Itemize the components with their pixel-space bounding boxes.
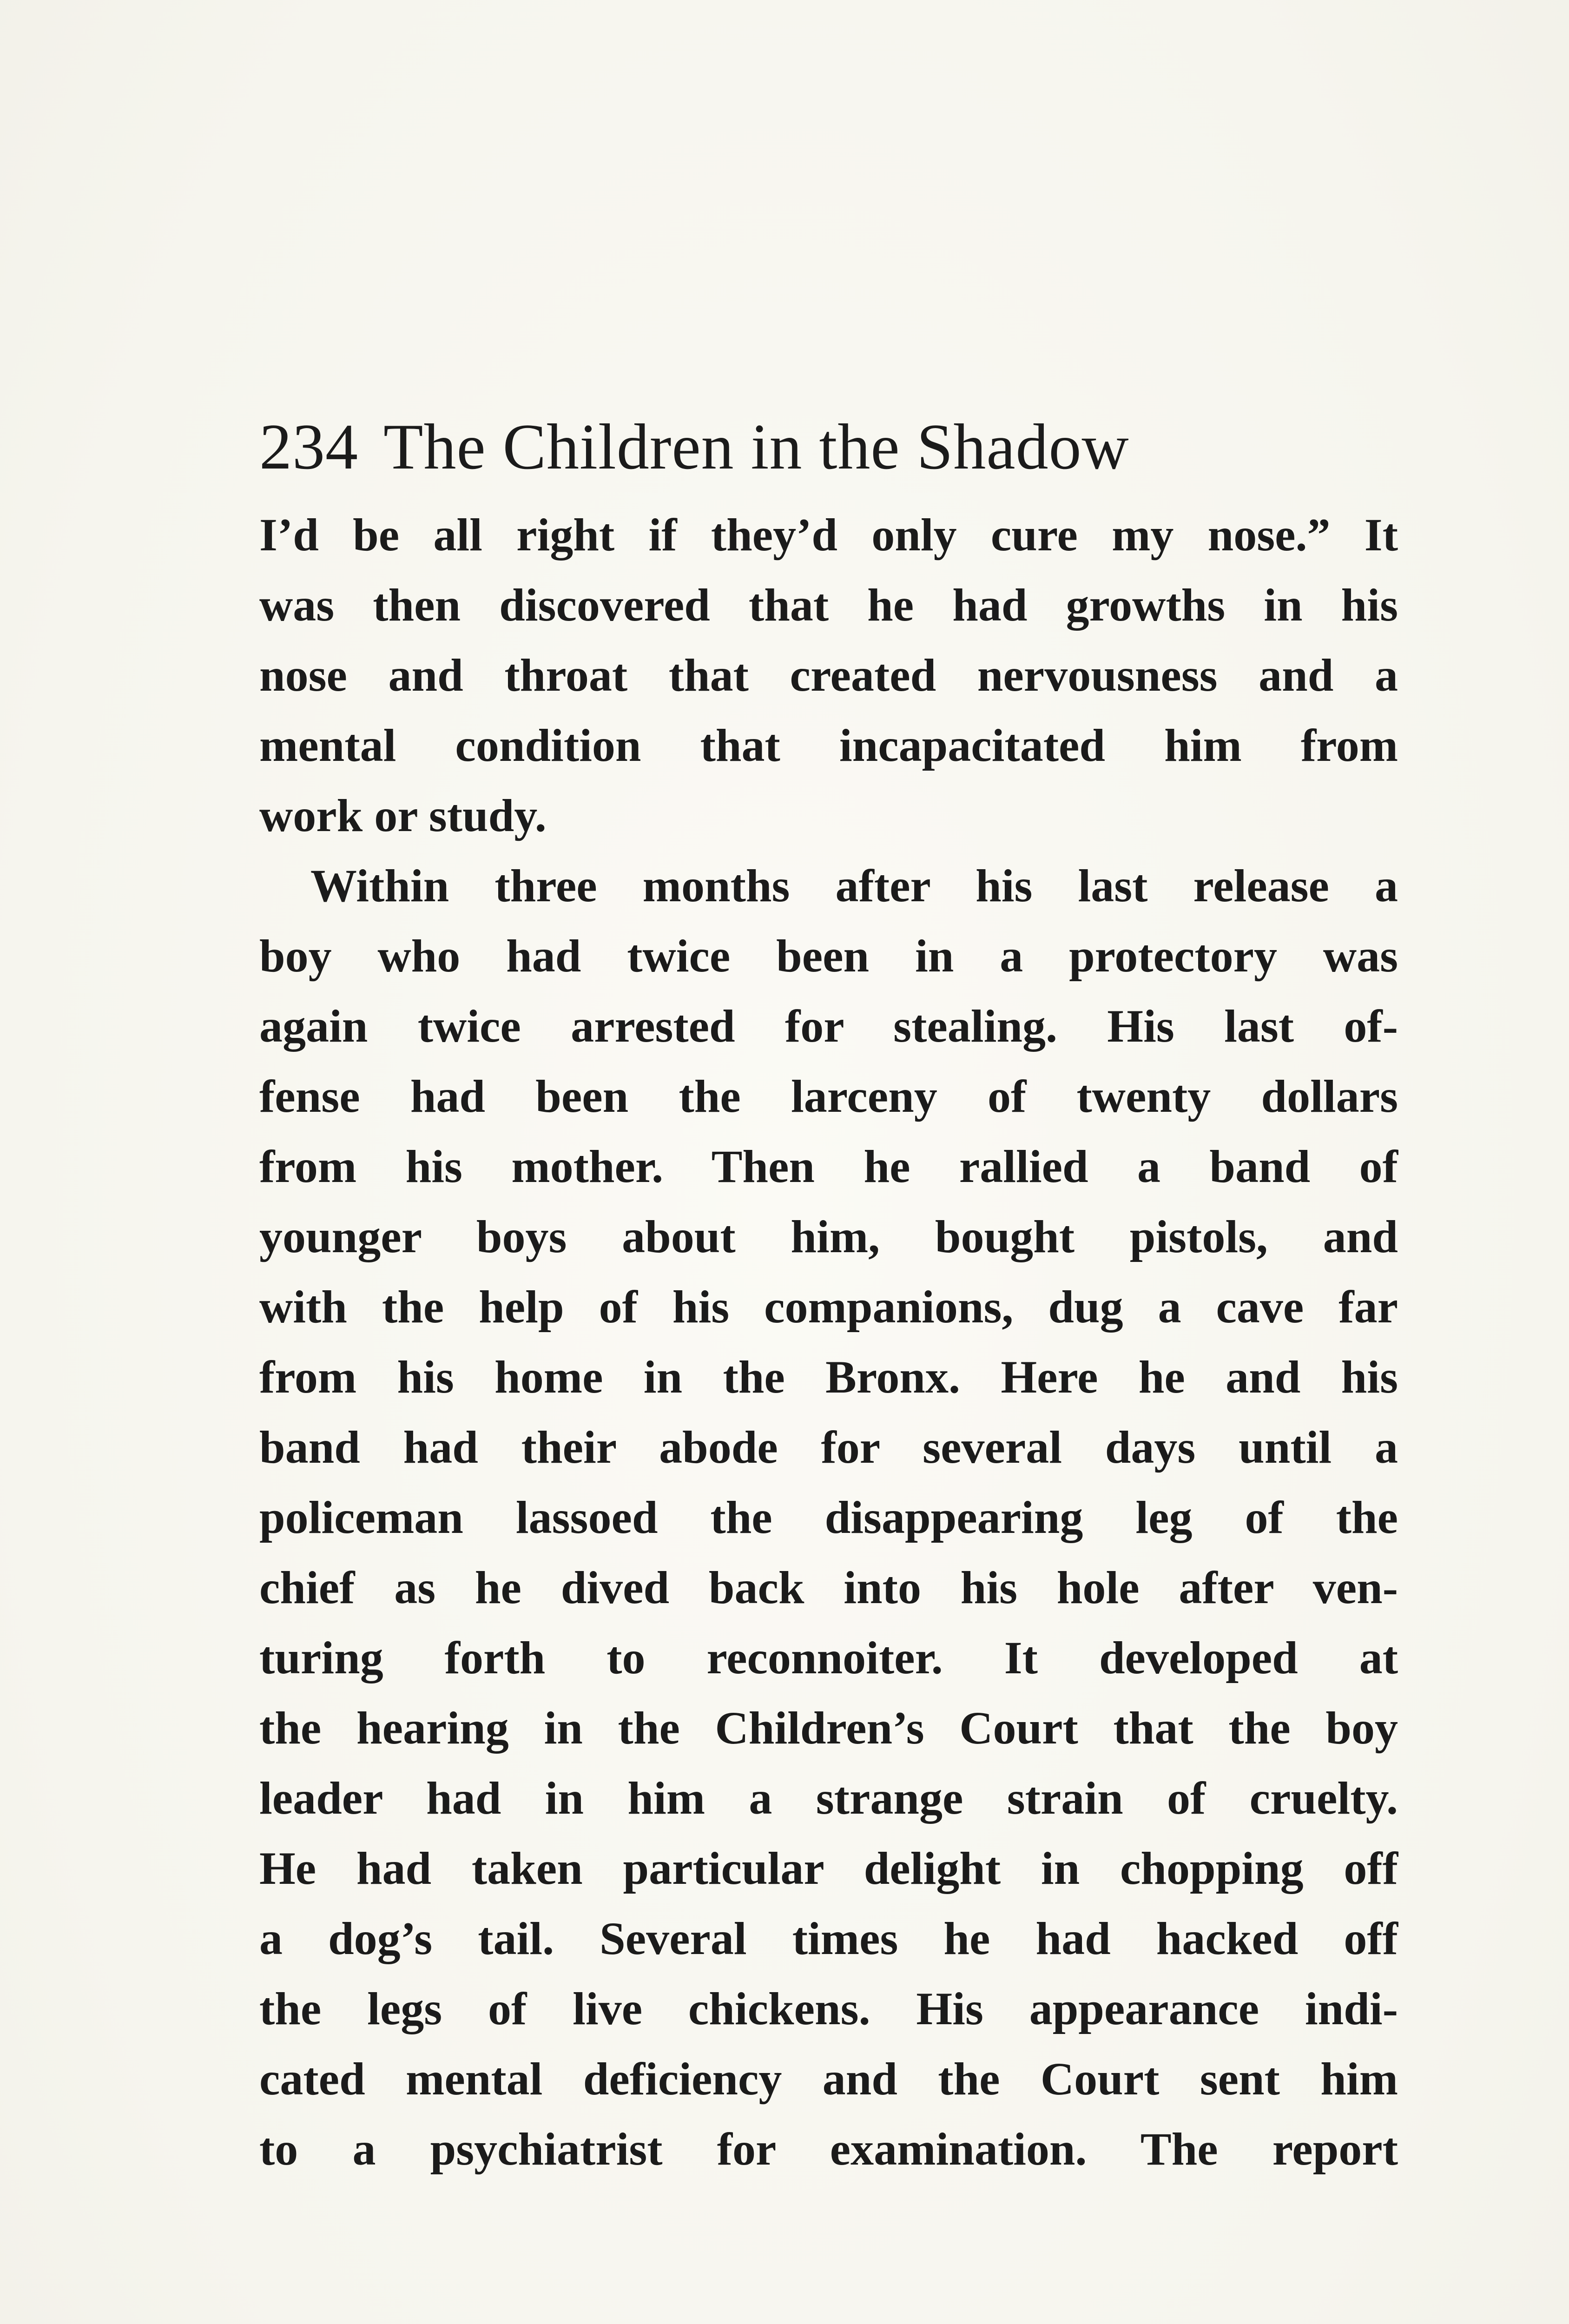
text-line: I’d be all right if they’d only cure my nose.” It bbox=[259, 509, 1398, 561]
page-number: 234 bbox=[259, 411, 358, 483]
text-line: the legs of live chickens. His appearance indi- bbox=[259, 1983, 1398, 2034]
text-line: younger boys about him, bought pistols, and bbox=[259, 1211, 1398, 1262]
body-text bbox=[259, 500, 1398, 2184]
text-line: from his home in the Bronx. Here he and his bbox=[259, 1351, 1398, 1403]
text-line: again twice arrested for stealing. His last of- bbox=[259, 1000, 1398, 1052]
text-line: boy who had twice been in a protectory was bbox=[259, 930, 1398, 982]
running-head bbox=[259, 401, 1393, 494]
text-line: the hearing in the Children’s Court that the boy bbox=[259, 1702, 1398, 1754]
text-line: to a psychiatrist for examination. The report bbox=[259, 2123, 1398, 2175]
text-line: Within three months after his last release a bbox=[310, 860, 1398, 911]
text-line: leader had in him a strange strain of cruelty. bbox=[259, 1772, 1398, 1824]
text-line: nose and throat that created nervousness and a bbox=[259, 649, 1398, 701]
text-line: chief as he dived back into his hole after ven- bbox=[259, 1562, 1398, 1613]
text-line: turing forth to reconnoiter. It developed at bbox=[259, 1632, 1398, 1684]
text-line: with the help of his companions, dug a cave far bbox=[259, 1281, 1398, 1333]
text-line: from his mother. Then he rallied a band of bbox=[259, 1141, 1398, 1192]
text-line: He had taken particular delight in chopping off bbox=[259, 1842, 1398, 1894]
text-line: cated mental deficiency and the Court sent him bbox=[259, 2053, 1398, 2105]
running-title: The Children in the Shadow bbox=[383, 411, 1129, 483]
text-line: band had their abode for several days until a bbox=[259, 1421, 1398, 1473]
text-line: was then discovered that he had growths in his bbox=[259, 579, 1398, 631]
text-line: a dog’s tail. Several times he had hacked off bbox=[259, 1913, 1398, 1964]
text-line: work or study. bbox=[259, 790, 547, 841]
text-line: mental condition that incapacitated him from bbox=[259, 720, 1398, 771]
text-line: fense had been the larceny of twenty dollars bbox=[259, 1070, 1398, 1122]
text-line: policeman lassoed the disappearing leg of the bbox=[259, 1492, 1398, 1543]
